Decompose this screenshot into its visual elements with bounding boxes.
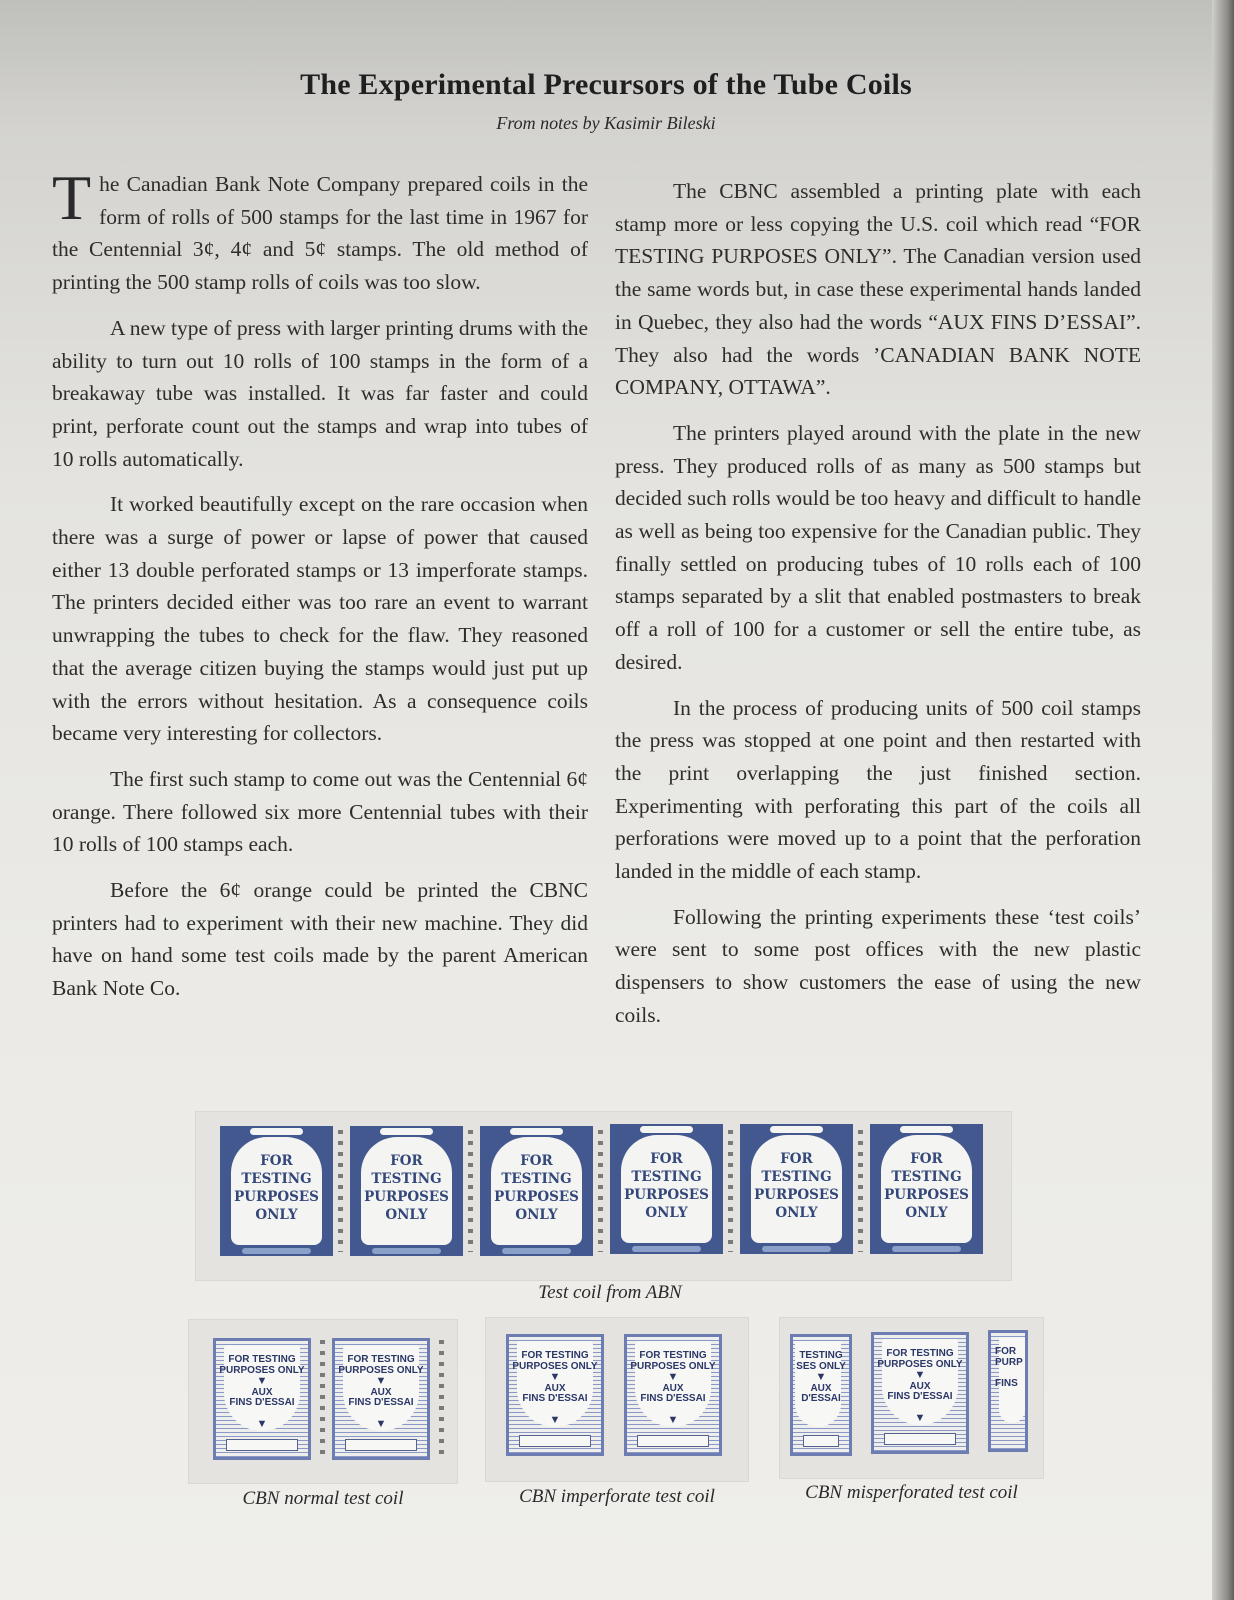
paragraph: A new type of press with larger printing drums with the ability to turn out 10 rolls of 100 stamps in the form of a breakaway tube was installed. It was far faster and could print, perforate count out the stamps and wrap into tubes of 10 rolls automatically.: [52, 315, 588, 471]
perforation: [598, 1130, 603, 1252]
perforation: [338, 1130, 343, 1252]
abn-test-stamp: FOR TESTING PURPOSES ONLY: [870, 1124, 983, 1254]
paragraph-text: he Canadian Bank Note Company prepared coils in the form of rolls of 500 stamps for the last time in 1967 for the Centennial 3¢, 4¢ and 5¢ stamps. The old method of printing the 500 stamp rolls of coils was too slow.: [52, 172, 588, 295]
paragraph: In the process of producing units of 500 coil stamps the press was stopped at one point and then restarted with the print overlapping the just finished section. Experimenting with perforating this part of the coils all perforations were moved up to a point that the perforation landed in the middle of each stamp.: [615, 695, 1141, 884]
page-title: The Experimental Precursors of the Tube Coils: [300, 68, 912, 101]
cbn-stamp: FOR TESTING PURPOSES ONLY ▼ AUX FINS D'ESSAI ▼: [624, 1334, 722, 1456]
left-column: [52, 162, 588, 1018]
paragraph: The CBNC assembled a printing plate with each stamp more or less copying the U.S. coil which read “FOR TESTING PURPOSES ONLY”. The Canadian version used the same words but, in case these experimental hands landed in Quebec, they also had the words “AUX FINS D’ESSAI”. They also had the words ’CANADIAN BANK NOTE COMPANY, OTTAWA”.: [615, 179, 1141, 400]
abn-test-stamp: FOR TESTING PURPOSES ONLY: [350, 1126, 463, 1256]
paragraph: Following the printing experiments these ‘test coils’ were sent to some post offices with the new plastic dispensers to show customers the ease of using the new coils.: [615, 904, 1141, 1027]
abn-test-stamp: FOR TESTING PURPOSES ONLY: [740, 1124, 853, 1254]
abn-test-stamp: FOR TESTING PURPOSES ONLY: [480, 1126, 593, 1256]
perforation: [728, 1130, 733, 1252]
cbn-stamp: FOR TESTING PURPOSES ONLY ▼ AUX FINS D'ESSAI ▼: [871, 1332, 969, 1454]
caption-cbn-normal: CBN normal test coil: [242, 1488, 404, 1509]
perforation: [439, 1340, 444, 1458]
cbn-stamp: FOR TESTING PURPOSES ONLY ▼ AUX FINS D'ESSAI ▼: [506, 1334, 604, 1456]
abn-coil-mount: [196, 1112, 1011, 1280]
right-column: [615, 175, 1141, 1045]
cbn-stamp-partial: TESTING SES ONLY ▼ AUX D'ESSAI: [790, 1334, 852, 1456]
paragraph: The printers played around with the plate in the new press. They produced rolls of as many as 500 stamps but decided such rolls would be too heavy and difficult to handle as well as being too expensive for the Canadian public. They finally settled on producing tubes of 10 rolls each of 100 stamps separated by a slit that enabled postmasters to break off a roll of 100 for a customer or sell the entire tube, as desired.: [615, 420, 1141, 674]
caption-cbn-imperforate: CBN imperforate test coil: [519, 1486, 715, 1507]
caption-cbn-misperforated: CBN misperforated test coil: [805, 1482, 1018, 1503]
cbn-stamp: FOR TESTING PURPOSES ONLY ▼ AUX FINS D'ESSAI ▼: [213, 1338, 311, 1460]
cbn-stamp-partial: FOR PURP FINS: [988, 1330, 1028, 1452]
abn-test-stamp: FOR TESTING PURPOSES ONLY: [610, 1124, 723, 1254]
caption-abn: Test coil from ABN: [538, 1282, 682, 1303]
drop-cap: T: [52, 162, 92, 233]
cbn-misperforated-mount: [780, 1318, 1043, 1478]
paragraph: The first such stamp to come out was the Centennial 6¢ orange. There followed six more Centennial tubes with their 10 rolls of 100 stamps each.: [52, 766, 588, 857]
paragraph: Before the 6¢ orange could be printed the CBNC printers had to experiment with their new machine. They did have on hand some test coils made by the parent American Bank Note Co.: [52, 878, 588, 1001]
perforation: [320, 1340, 325, 1458]
perforation: [858, 1130, 863, 1252]
cbn-stamp: FOR TESTING PURPOSES ONLY ▼ AUX FINS D'ESSAI ▼: [332, 1338, 430, 1460]
perforation: [468, 1130, 473, 1252]
page-edge: [1212, 0, 1234, 1600]
paragraph: It worked beautifully except on the rare occasion when there was a surge of power or lapse of power that caused either 13 double perforated stamps or 13 imperforate stamps. The printers decided either was too rare an event to warrant unwrapping the tubes to check for the flaw. They reasoned that the average citizen buying the stamps would just put up with the errors without hesitation. As a consequence coils became very interesting for collectors.: [52, 492, 588, 746]
abn-test-stamp: FOR TESTING PURPOSES ONLY: [220, 1126, 333, 1256]
page-subtitle: From notes by Kasimir Bileski: [496, 113, 716, 133]
cbn-normal-mount: [189, 1320, 457, 1483]
cbn-imperforate-mount: [486, 1318, 748, 1481]
paragraph: [52, 162, 588, 299]
